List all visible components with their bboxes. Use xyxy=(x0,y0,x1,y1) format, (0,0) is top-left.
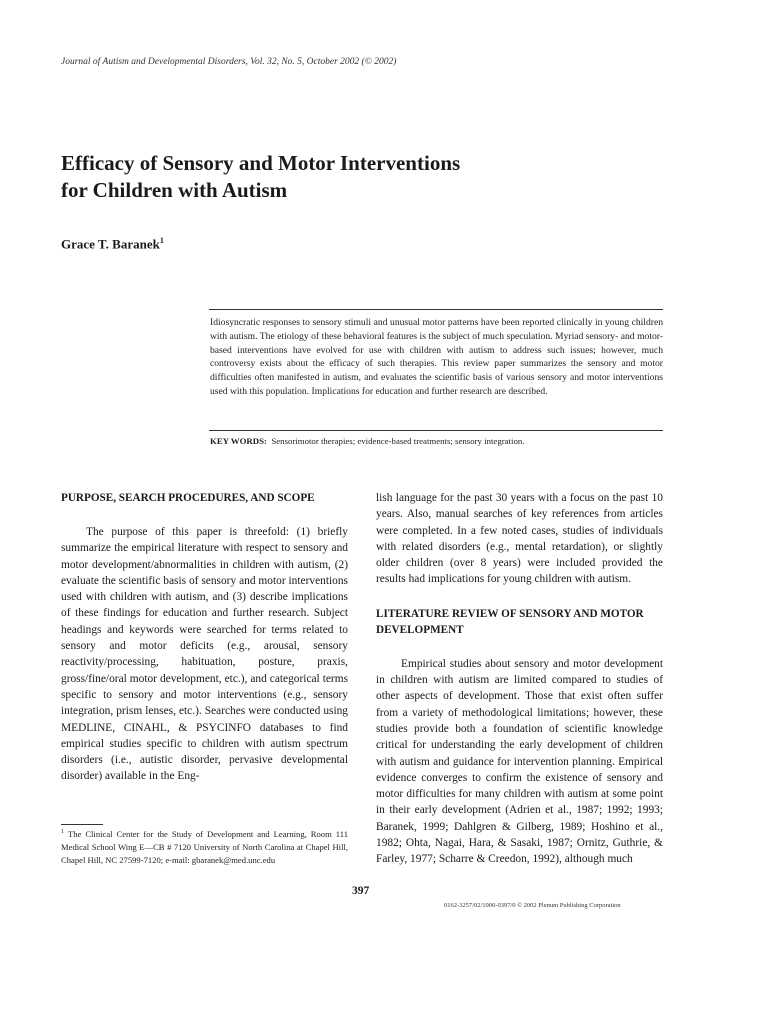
author xyxy=(61,236,164,252)
journal-citation: Journal of Autism and Developmental Disorders, Vol. 32, No. 5, October 2002 (© 2002) xyxy=(61,57,397,67)
title-line-1: Efficacy of Sensory and Motor Interventions xyxy=(61,151,461,175)
title-line-2: for Children with Autism xyxy=(61,178,288,202)
author-name: Grace T. Baranek xyxy=(61,236,160,252)
copyright-line: 0162-3257/02/1000-0397/0 © 2002 Plenum Publishing Corporation xyxy=(444,902,621,909)
section-heading-purpose: PURPOSE, SEARCH PROCEDURES, AND SCOPE xyxy=(61,492,315,504)
abstract-bottom-rule xyxy=(209,430,663,431)
scope-paragraph-continued: lish language for the past 30 years with a focus on the past 10 years. Also, manual searches of key references from articles were completed. In a few noted cases, studies of individuals with related disorders (e.g., mental retardation), or slightly older children (over 8 years) were included provided the results had implications for young children with autism. xyxy=(376,492,663,586)
footnote-mark: 1 xyxy=(61,829,64,835)
paper-title xyxy=(61,150,681,204)
footnote xyxy=(61,826,348,867)
keywords xyxy=(210,436,663,446)
author-footnote-mark: 1 xyxy=(159,236,164,245)
keywords-label: KEY WORDS: xyxy=(210,436,267,446)
right-column xyxy=(376,490,663,868)
footnote-text: The Clinical Center for the Study of Development and Learning, Room 111 Medical School Wing E—CB # 7120 University of North Carolina at Chapel Hill, Chapel Hill, NC 27599-7120; e-mail: gbaranek@med.unc.edu xyxy=(61,828,348,866)
abstract-top-rule xyxy=(209,309,663,310)
left-column xyxy=(61,490,348,785)
page-number: 397 xyxy=(352,885,370,897)
footnote-rule xyxy=(61,824,103,825)
purpose-paragraph: The purpose of this paper is threefold: (1) briefly summarize the empirical literature with respect to sensory and motor development/abnormalities in children with autism, (2) evaluate the scientific basis of sensory and motor interventions used with children with autism, and (3) describe implications of these findings for education and further research. Subject headings and keywords were searched for terms related to sensory and motor deficits (e.g., arousal, sensory reactivity/processing, habituation, posture, praxis, gross/fine/oral motor development, etc.), and categorical terms specific to sensory and motor interventions (e.g., sensory integration, prism lenses, etc.). Searches were conducted using MEDLINE, CINAHL, & PSYCINFO databases to find empirical studies specific to children with autism spectrum disorders (i.e., autistic disorder, pervasive developmental disorder) available in the Eng- xyxy=(61,526,348,783)
literature-review-paragraph: Empirical studies about sensory and motor development in children with autism are limited compared to studies of other aspects of development. Those that exist often suffer from a variety of methodological limitations; however, these studies provide both a foundation of scientific knowledge critical for understanding the early development of children with autism and guidance for intervention planning. Empirical evidence converges to confirm the existence of sensory and motor difficulties for many children with autism at some point in their early development (Adrien et al., 1987; 1992; 1993; Baranek, 1999; Dahlgren & Gilberg, 1989; Hoshino et al., 1982; Ohta, Nagai, Hara, & Sasaki, 1987; Ornitz, Guthrie, & Farley, 1977; Scharre & Creedon, 1992), although much xyxy=(376,657,663,866)
section-heading-literature-review: LITERATURE REVIEW OF SENSORY AND MOTOR DEVELOPMENT xyxy=(376,607,644,636)
abstract: Idiosyncratic responses to sensory stimuli and unusual motor patterns have been reported clinically in young children with autism. The etiology of these behavioral features is the subject of much speculation. Myriad sensory- and motor-based interventions have evolved for use with children with autism to address such issues; however, much controversy exists about the efficacy of such therapies. This review paper summarizes the sensory and motor difficulties often manifested in autism, and evaluates the scientific basis of various sensory and motor interventions used with this population. Implications for education and further research are described. xyxy=(210,317,663,397)
keywords-text: Sensorimotor therapies; evidence-based treatments; sensory integration. xyxy=(271,436,525,446)
